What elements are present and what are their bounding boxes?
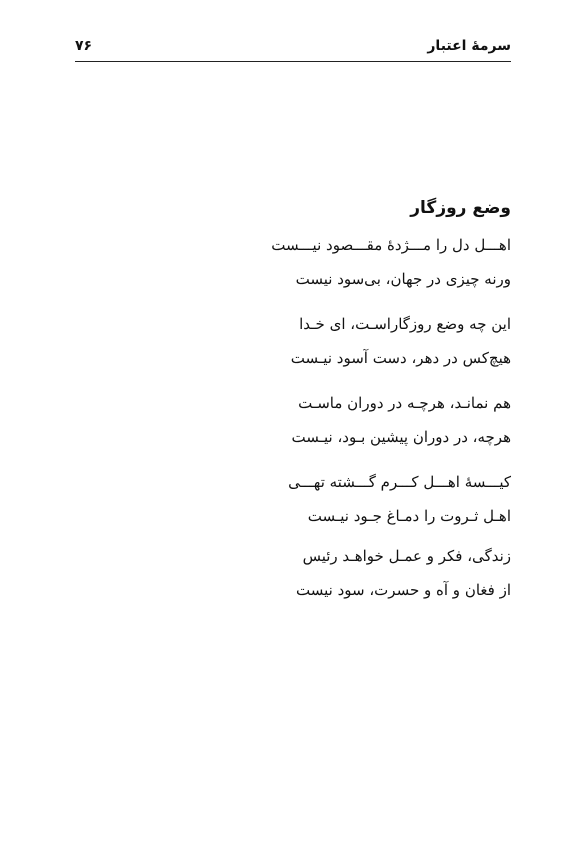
stanza-4	[288, 472, 511, 526]
poem-line: هم نمانـد، هرچـه در دوران ماسـت	[298, 394, 511, 412]
page-header	[75, 36, 511, 62]
stanza-3	[291, 393, 511, 447]
poem-line: ورنه چیزی در جهان، بی‌سود نیست	[295, 270, 511, 288]
poem-line: از فغان و آه و حسرت، سود نیست	[296, 581, 511, 599]
poem-title: وضع روزگار	[410, 198, 511, 218]
poem-line: اهـــل دل را مـــژدهٔ مقـــصود نیـــست	[271, 236, 511, 254]
stanza-2	[291, 314, 511, 368]
poem-line: اهـل ثـروت را دمـاغ جـود نیـست	[307, 507, 511, 525]
poem-line: این چه وضع روزگاراسـت، ای خـدا	[299, 315, 511, 333]
poem-line: کیـــسهٔ اهـــل کـــرم گـــشته تهـــی	[288, 473, 511, 491]
poem-line: هرچه، در دوران پیشین بـود، نیـست	[291, 428, 511, 446]
stanza-5	[296, 546, 511, 600]
poem-line: زندگی، فکر و عمـل خواهـد رئیس	[302, 547, 511, 565]
book-title: سرمهٔ اعتبار	[427, 38, 511, 54]
page-number: ۷۶	[75, 38, 93, 54]
stanza-1	[271, 235, 511, 289]
poem-line: هیچ‌کس در دهر، دست آسود نیـست	[290, 349, 511, 367]
